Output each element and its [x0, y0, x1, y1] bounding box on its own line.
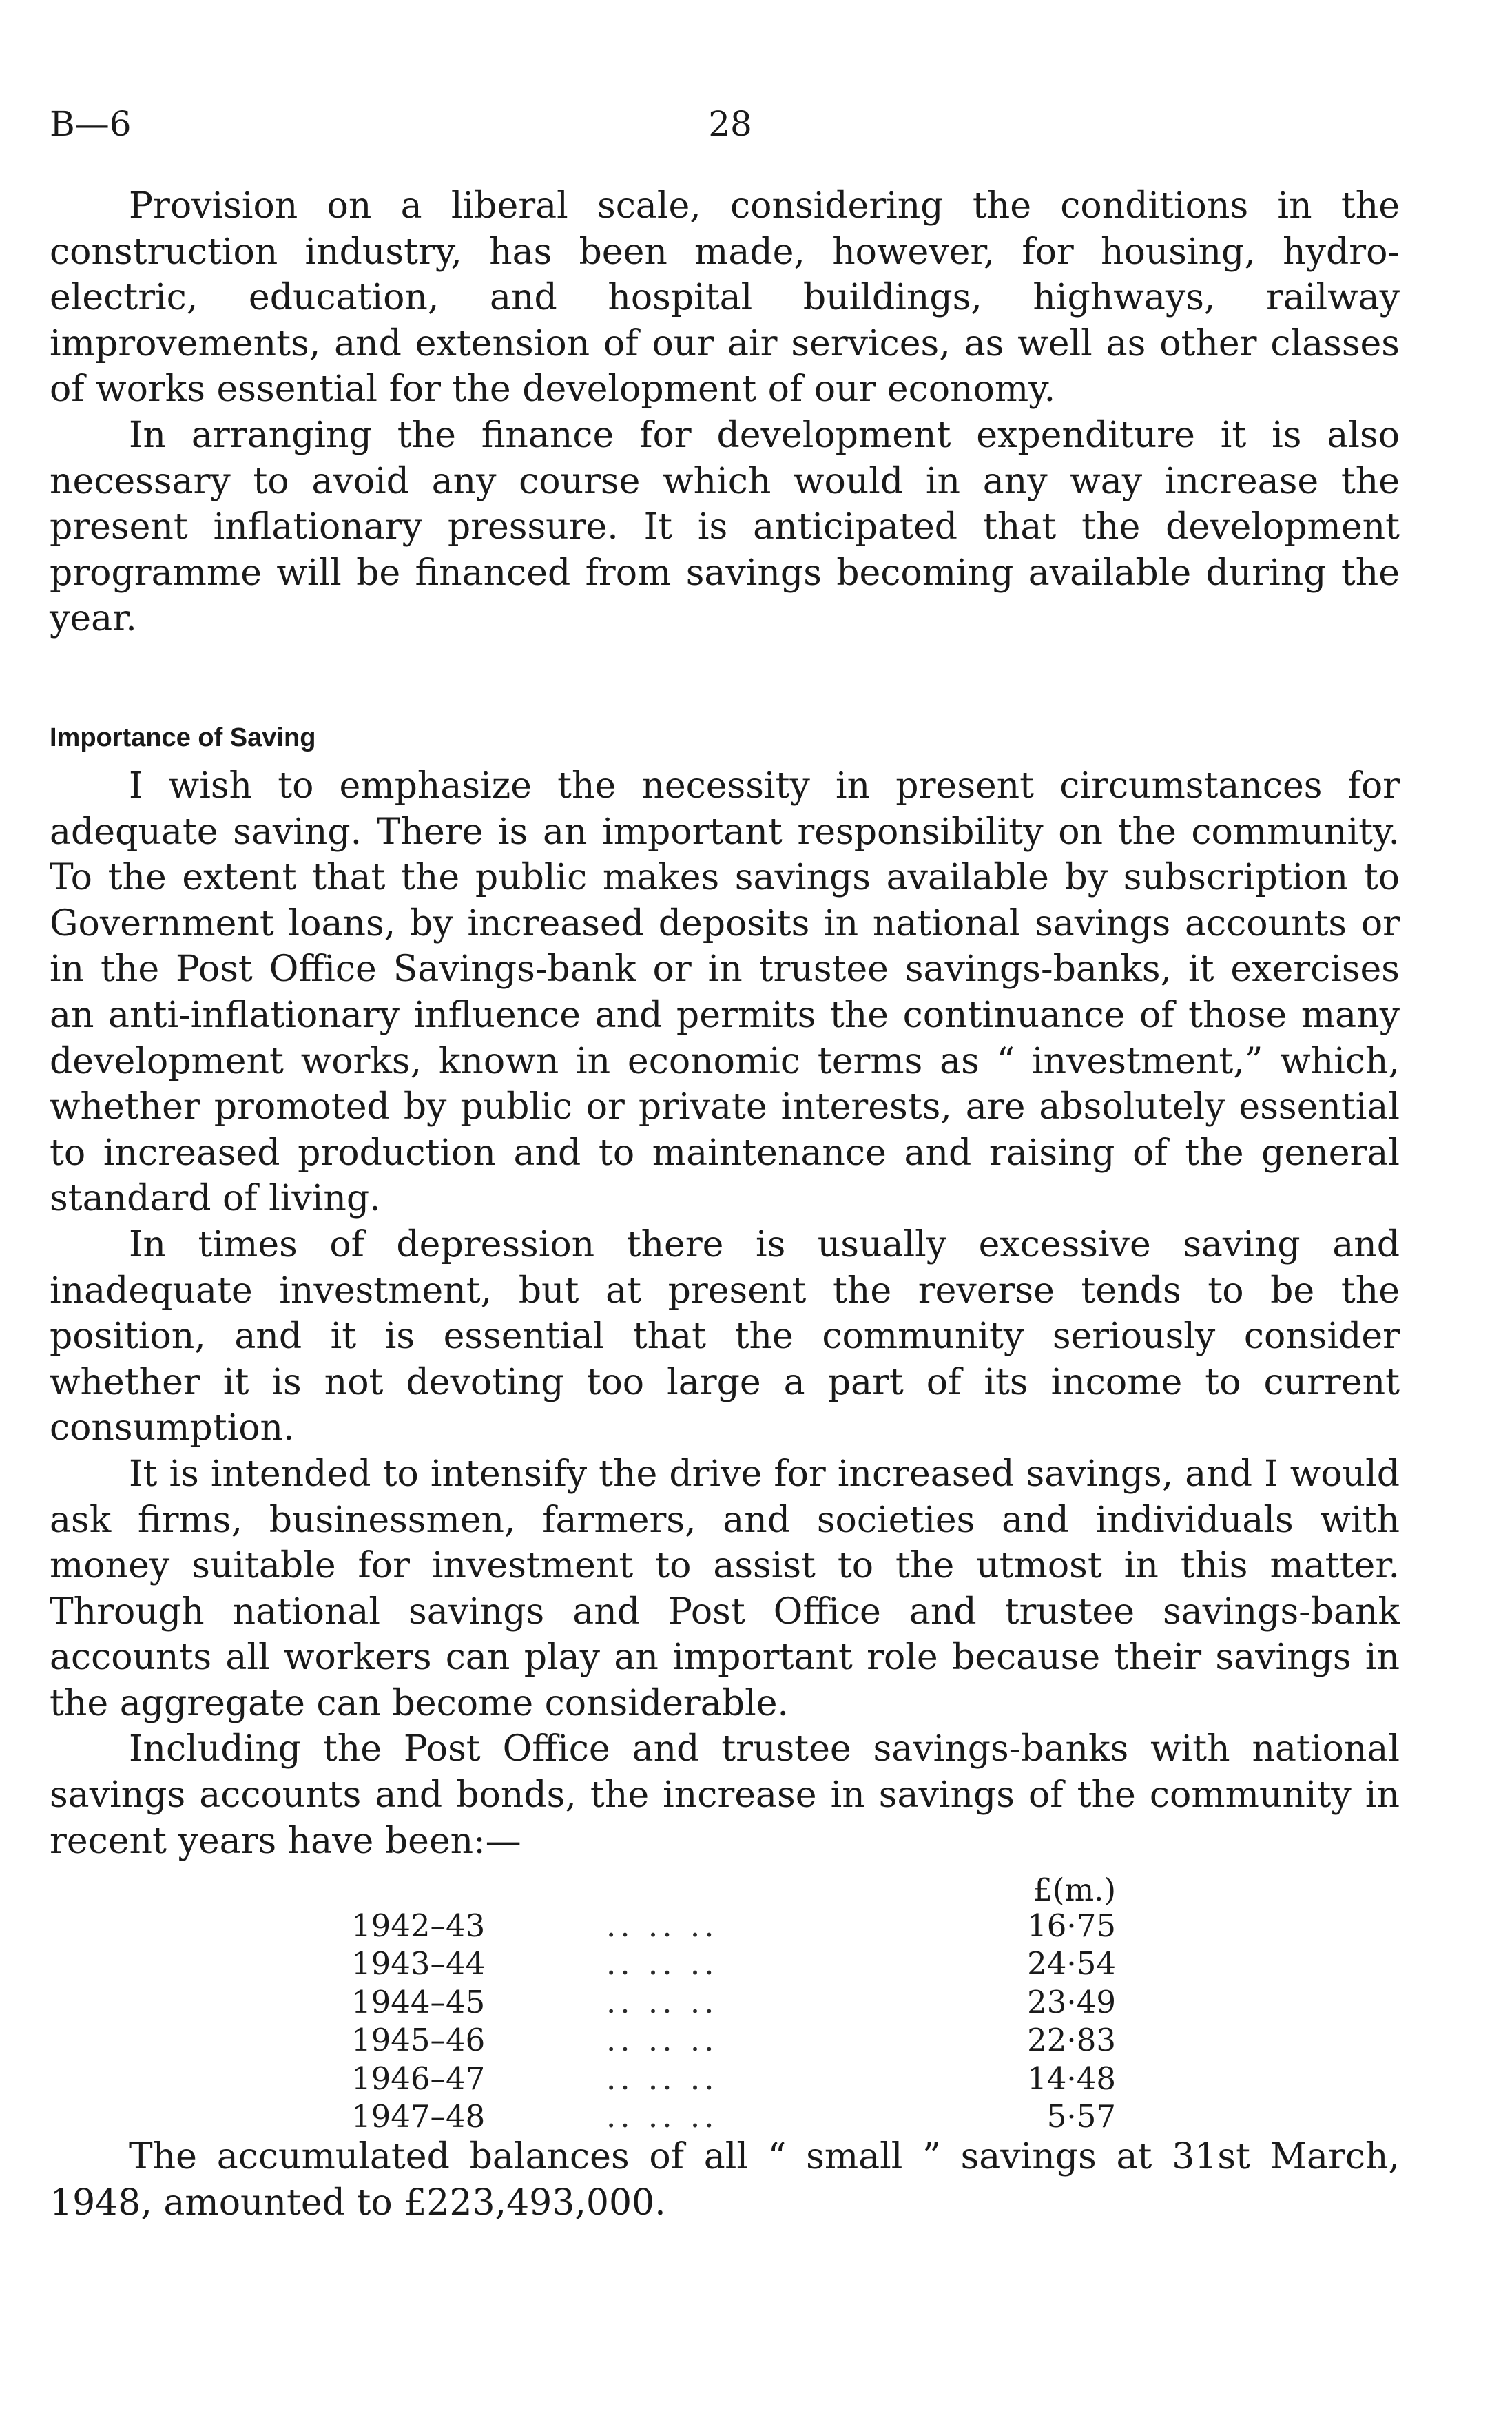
table-body	[331, 1907, 1116, 2135]
dot-leader: .. .. ..	[606, 2060, 718, 2097]
row-amount: 5·57	[1046, 2098, 1116, 2135]
table-row	[331, 2098, 1116, 2135]
row-amount: 22·83	[1027, 2022, 1116, 2059]
dot-leader: .. .. ..	[606, 2022, 718, 2059]
page-number: 28	[708, 104, 752, 144]
row-amount: 23·49	[1027, 1983, 1116, 2020]
paragraph: Provision on a liberal scale, considering the conditions in the construction industry, has been made, however, for housing, hydro-electric, education, and hospital buildings, highways, railway improvements, and extension of our air services, as well as other classes of works essential for the development of our economy.	[50, 185, 1400, 411]
dot-leader: .. .. ..	[606, 1907, 718, 1944]
row-amount: 16·75	[1027, 1907, 1116, 1944]
dot-leader: .. .. ..	[606, 2098, 718, 2135]
intro-text	[50, 183, 1400, 642]
section-heading: Importance of Saving	[50, 723, 316, 752]
paragraph: I wish to emphasize the necessity in present circumstances for adequate saving. There is an important responsibility on the community. To the extent that the public makes savings available by subscription to Government loans, by increased deposits in national savings accounts or in the Post Office Savings-bank or in trustee savings-banks, it exercises an anti-inflationary influence and permits the continuance of those many development works, known in economic terms as “ investment,” which, whether promoted by public or private interests, are absolutely essential to increased production and to maintenance and raising of the general standard of living.	[50, 765, 1400, 1220]
paragraph: In arranging the finance for development expenditure it is also necessary to avoid any course which would in any way increase the present inflationary pressure. It is anticipated that the development programme will be financed from savings becoming available during the year.	[50, 414, 1400, 640]
section-text	[50, 763, 1400, 1864]
table-row	[331, 1983, 1116, 2021]
row-amount: 14·48	[1027, 2060, 1116, 2097]
table-row	[331, 1945, 1116, 1982]
row-year: 1947–48	[351, 2098, 486, 2135]
document-code: B—6	[50, 104, 132, 144]
closing-text	[50, 2134, 1400, 2226]
dot-leader: .. .. ..	[606, 1945, 718, 1982]
row-year: 1942–43	[351, 1907, 486, 1944]
row-year: 1943–44	[351, 1945, 486, 1982]
paragraph: In times of depression there is usually excessive saving and inadequate investment, but at present the reverse tends to be the position, and it is essential that the community seriously consider whether it is not devoting too large a part of its income to current consumption.	[50, 1223, 1400, 1449]
row-year: 1946–47	[351, 2060, 486, 2097]
row-amount: 24·54	[1027, 1945, 1116, 1982]
table-row	[331, 1907, 1116, 1945]
table-row	[331, 2060, 1116, 2098]
table-row	[331, 2021, 1116, 2059]
row-year: 1944–45	[351, 1983, 486, 2020]
dot-leader: .. .. ..	[606, 1983, 718, 2020]
paragraph: Including the Post Office and trustee savings-banks with national savings accounts and bonds, the increase in savings of the community in recent years have been:—	[50, 1728, 1400, 1862]
table-unit-header: £(m.)	[1033, 1872, 1116, 1908]
paragraph: It is intended to intensify the drive for increased savings, and I would ask firms, businessmen, farmers, and societies and individuals with money suitable for investment to assist to the utmost in this matter. Through national savings and Post Office and trustee savings-bank accounts all workers can play an important role because their savings in the aggregate can become considerable.	[50, 1453, 1400, 1724]
row-year: 1945–46	[351, 2022, 486, 2059]
paragraph: The accumulated balances of all “ small ” savings at 31st March, 1948, amounted to £223,493,000.	[50, 2136, 1400, 2224]
